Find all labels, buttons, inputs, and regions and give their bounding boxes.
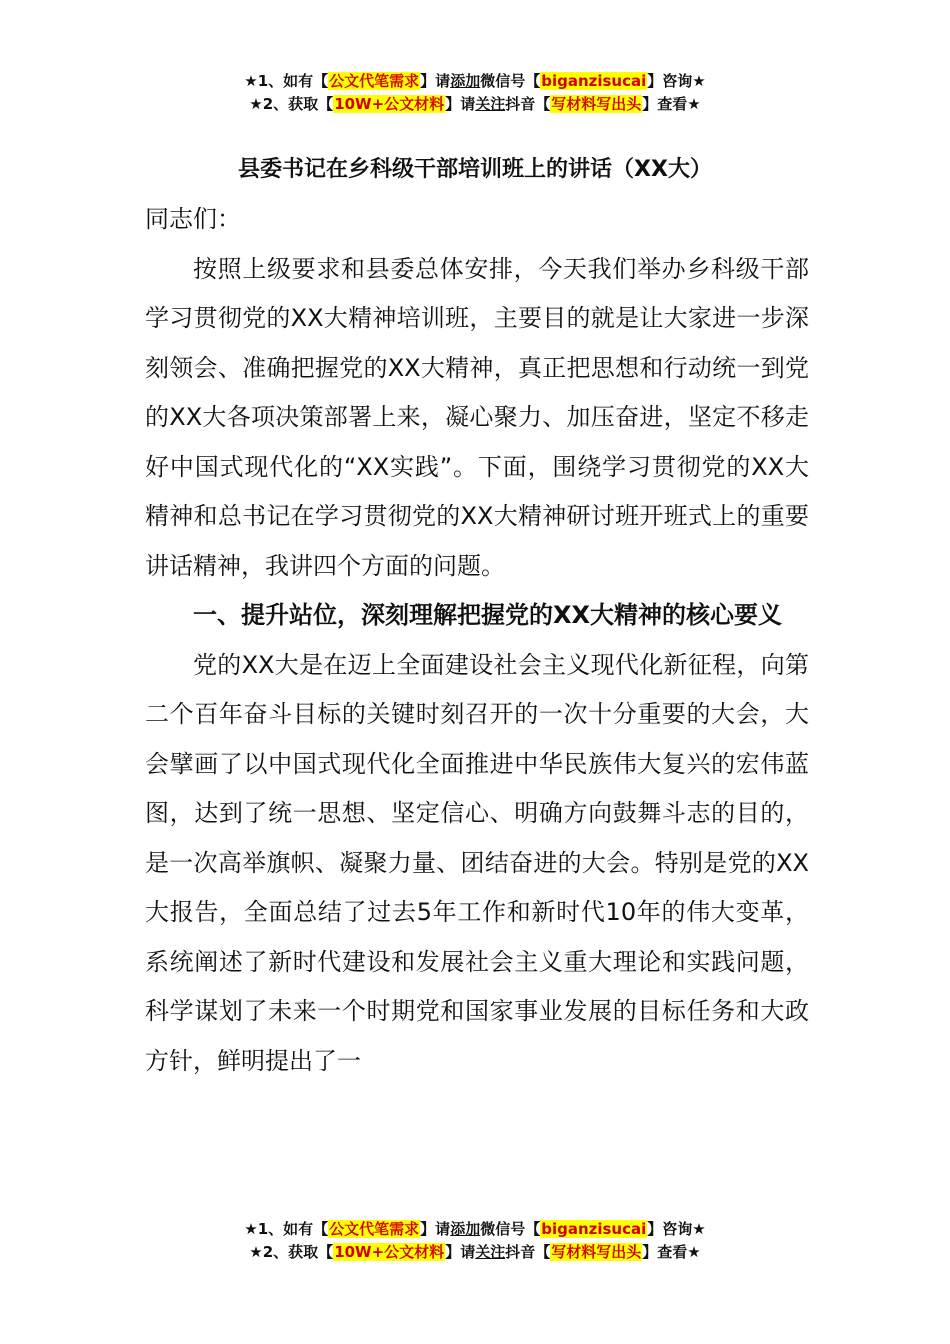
banner-text: 】请 xyxy=(420,1220,451,1238)
banner-highlight: 10W+公文材料 xyxy=(334,95,445,113)
banner-emphasis: 添加 xyxy=(450,1220,481,1238)
banner-highlight: biganzisucai xyxy=(541,1220,647,1238)
banner-text: ★1、如有【 xyxy=(244,72,329,90)
banner-text: 】请 xyxy=(445,95,476,113)
banner-highlight: 公文代笔需求 xyxy=(329,72,420,90)
banner-emphasis: 关注 xyxy=(475,95,506,113)
banner-highlight: 10W+公文材料 xyxy=(334,1243,445,1261)
banner-emphasis: 关注 xyxy=(475,1243,506,1261)
banner-text: ★1、如有【 xyxy=(244,1220,329,1238)
paragraph: 党的XX大是在迈上全面建设社会主义现代化新征程，向第二个百年奋斗目标的关键时刻召开的一次十分重要的大会，大会擘画了以中国式现代化全面推进中华民族伟大复兴的宏伟蓝图，达到了统一思想、坚定信心、明确方向鼓舞斗志的目的，是一次高举旗帜、凝聚力量、团结奋进的大会。特别是党的XX大报告，全面总结了过去5年工作和新时代10年的伟大变革，系统阐述了新时代建设和发展社会主义重大理论和实践问题，科学谋划了未来一个时期党和国家事业发展的目标任务和大政方针，鲜明提出了一 xyxy=(145,650,809,1075)
banner-highlight: 公文代笔需求 xyxy=(329,1220,420,1238)
banner-line-2 xyxy=(0,1241,950,1264)
bottom-banner xyxy=(0,1218,950,1264)
banner-text: 抖音【 xyxy=(505,1243,551,1261)
banner-highlight: 写材料写出头 xyxy=(551,95,642,113)
paragraph: 按照上级要求和县委总体安排，今天我们举办乡科级干部学习贯彻党的XX大精神培训班，主要目的就是让大家进一步深刻领会、准确把握党的XX大精神，真正把思想和行动统一到党的XX大各项决策部署上来，凝心聚力、加压奋进，坚定不移走好中国式现代化的“XX实践”。下面，围绕学习贯彻党的XX大精神和总书记在学习贯彻党的XX大精神研讨班开班式上的重要讲话精神，我讲四个方面的问题。 xyxy=(145,254,809,580)
banner-text: 】请 xyxy=(445,1243,476,1261)
banner-highlight: biganzisucai xyxy=(541,72,647,90)
banner-text: ★2、获取【 xyxy=(249,1243,334,1261)
document-body xyxy=(145,195,809,1086)
section-heading: 一、提升站位，深刻理解把握党的XX大精神的核心要义 xyxy=(193,601,783,629)
banner-text: 抖音【 xyxy=(505,95,551,113)
banner-emphasis: 添加 xyxy=(450,72,481,90)
banner-text: 】查看★ xyxy=(642,95,701,113)
banner-text: 微信号【 xyxy=(480,72,541,90)
document-title: 县委书记在乡科级干部培训班上的讲话（XX大） xyxy=(238,157,712,182)
top-banner xyxy=(0,70,950,116)
banner-text: 】请 xyxy=(420,72,451,90)
banner-line-2 xyxy=(0,93,950,116)
banner-highlight: 写材料写出头 xyxy=(551,1243,642,1261)
banner-line-1 xyxy=(0,70,950,93)
banner-text: 】查看★ xyxy=(642,1243,701,1261)
salutation: 同志们： xyxy=(145,205,241,233)
banner-text: ★2、获取【 xyxy=(249,95,334,113)
banner-text: 微信号【 xyxy=(480,1220,541,1238)
banner-text: 】咨询★ xyxy=(647,1220,706,1238)
banner-text: 】咨询★ xyxy=(647,72,706,90)
banner-line-1 xyxy=(0,1218,950,1241)
